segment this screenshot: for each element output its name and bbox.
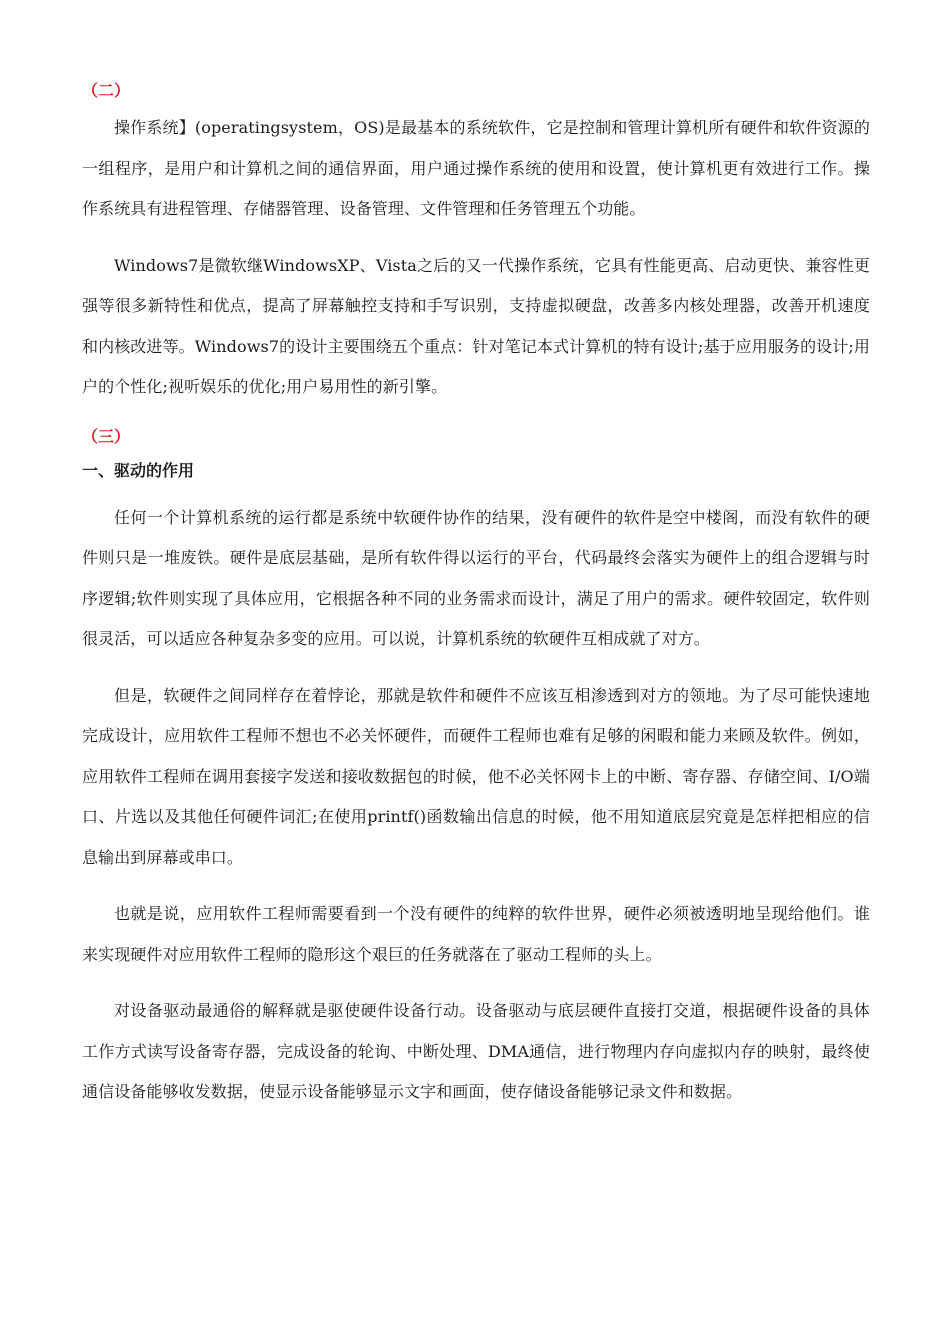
driver-paragraph-3: 也就是说，应用软件工程师需要看到一个没有硬件的纯粹的软件世界，硬件必须被透明地呈现给他们。谁来实现硬件对应用软件工程师的隐形这个艰巨的任务就落在了驱动工程师的头上。 (82, 904, 870, 964)
windows7-paragraph: Windows7是微软继WindowsXP、Vista之后的又一代操作系统，它具有性能更高、启动更快、兼容性更强等很多新特性和优点，提高了屏幕触控支持和手写识别，支持虚拟硬盘，改善多内核处理器，改善开机速度和内核改进等。Windows7的设计主要围绕五个重点：针对笔记本式计算机的特有设计;基于应用服务的设计;用户的个性化;视听娱乐的优化;用户易用性的新引擎。 (82, 255, 870, 396)
driver-paragraph-1: 任何一个计算机系统的运行都是系统中软硬件协作的结果，没有硬件的软件是空中楼阁，而没有软件的硬件则只是一堆废铁。硬件是底层基础，是所有软件得以运行的平台，代码最终会落实为硬件上的组合逻辑与时序逻辑;软件则实现了具体应用，它根据各种不同的业务需求而设计，满足了用户的需求。硬件较固定，软件则很灵活，可以适应各种复杂多变的应用。可以说，计算机系统的软硬件互相成就了对方。 (82, 507, 870, 648)
os-definition-paragraph: 操作系统】(operatingsystem，OS)是最基本的系统软件，它是控制和管理计算机所有硬件和软件资源的一组程序，是用户和计算机之间的通信界面，用户通过操作系统的使用和设置，使计算机更有效进行工作。操作系统具有进程管理、存储器管理、设备管理、文件管理和任务管理五个功能。 (82, 118, 870, 218)
document-body (82, 78, 870, 1129)
section-label-3: （三） (82, 426, 131, 446)
section-heading: 一、驱动的作用 (82, 460, 195, 480)
driver-paragraph-2: 但是，软硬件之间同样存在着悖论，那就是软件和硬件不应该互相渗透到对方的领地。为了尽可能快速地完成设计，应用软件工程师不想也不必关怀硬件，而硬件工程师也难有足够的闲暇和能力来顾及软件。例如，应用软件工程师在调用套接字发送和接收数据包的时候，他不必关怀网卡上的中断、寄存器、存储空间、I/O端口、片选以及其他任何硬件词汇;在使用printf()函数输出信息的时候，他不用知道底层究竟是怎样把相应的信息输出到屏幕或串口。 (82, 685, 870, 867)
section-label-2: （二） (82, 81, 131, 100)
driver-paragraph-4: 对设备驱动最通俗的解释就是驱使硬件设备行动。设备驱动与底层硬件直接打交道，根据硬件设备的具体工作方式读写设备寄存器，完成设备的轮询、中断处理、DMA通信，进行物理内存向虚拟内存的映射，最终使通信设备能够收发数据，使显示设备能够显示文字和画面，使存储设备能够记录文件和数据。 (82, 1001, 870, 1101)
